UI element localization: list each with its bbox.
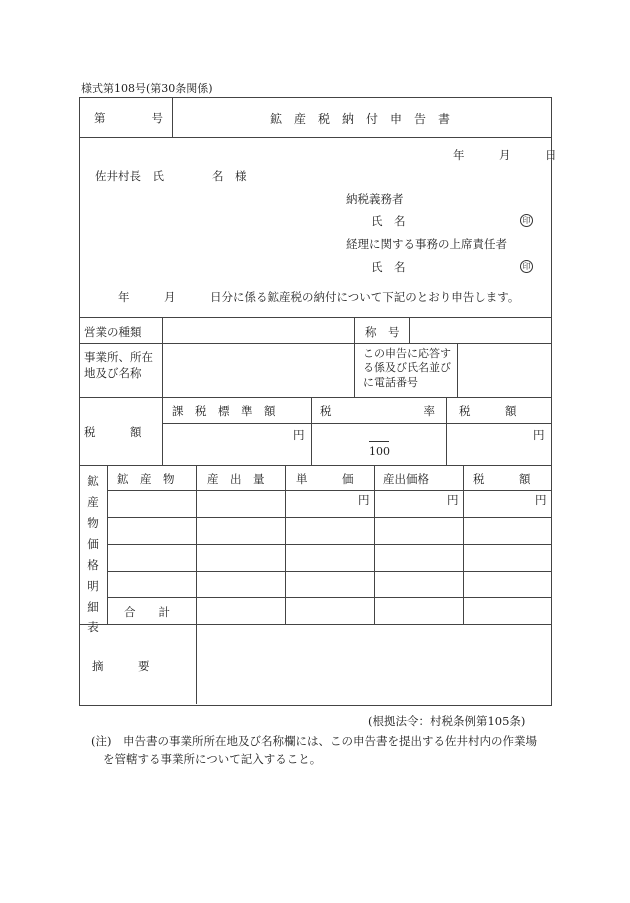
legal-basis: (根拠法令：村税条例第105条) [368, 714, 526, 728]
note-line-2: を管轄する事業所について記入すること。 [103, 752, 322, 766]
statement: 年 月 日分に係る鉱産税の納付について下記のとおり申告します。 [118, 290, 520, 304]
header-output-value: 産出価格 [383, 472, 429, 486]
officer-seal [520, 258, 533, 273]
remarks-label: 摘 要 [92, 659, 150, 673]
contact-label: この申告に応答する係及び氏名並びに電話番号 [363, 347, 451, 389]
header-mineral: 鉱 産 物 [117, 472, 175, 486]
form-id: 様式第108号(第30条関係) [81, 82, 213, 95]
tax-amount-yen: 円 [533, 428, 545, 442]
total-label: 合 計 [124, 605, 170, 619]
officer-name-label: 氏 名 [371, 260, 406, 274]
date-line: 年 月 日 [453, 148, 557, 162]
tax-amount-label: 税 額 [459, 404, 517, 418]
form-title: 鉱 産 税 納 付 申 告 書 [270, 112, 451, 126]
header-output: 産 出 量 [207, 472, 265, 486]
header-unit-price: 単 価 [296, 472, 354, 486]
taxpayer-seal [520, 212, 533, 227]
officer-label: 経理に関する事務の上席責任者 [346, 237, 507, 251]
detail-tax-yen: 円 [535, 493, 547, 507]
number-label: 第 号 [94, 111, 163, 125]
office-label: 事業所、所在地及び名称 [84, 350, 153, 380]
seal-icon: 印 [520, 214, 533, 227]
addressee-name: 名 様 [212, 169, 247, 183]
business-type-label: 営業の種類 [84, 325, 142, 339]
tax-standard-label: 課 税 標 準 額 [172, 404, 276, 418]
taxpayer-name-label: 氏 名 [371, 214, 406, 228]
taxpayer-label: 納税義務者 [346, 192, 404, 206]
rate-denominator: 100 [369, 445, 390, 458]
header-tax-amount: 税 額 [473, 472, 531, 486]
tax-rate-label: 税 率 [320, 404, 435, 418]
detail-side-label: 鉱 産 物 価 格 明 細 表 [87, 474, 99, 635]
output-value-yen: 円 [447, 493, 459, 507]
title-label: 称 号 [365, 325, 400, 339]
unit-price-yen: 円 [358, 493, 370, 507]
rate-fraction-bar [369, 441, 389, 442]
tax-standard-yen: 円 [293, 428, 305, 442]
note-line-1: (注) 申告書の事業所所在地及び名称欄には、この申告書を提出する佐井村内の作業場 [91, 734, 537, 748]
seal-icon: 印 [520, 260, 533, 273]
tax-label: 税 額 [84, 425, 142, 439]
addressee-village: 佐井村長 氏 [95, 169, 164, 183]
